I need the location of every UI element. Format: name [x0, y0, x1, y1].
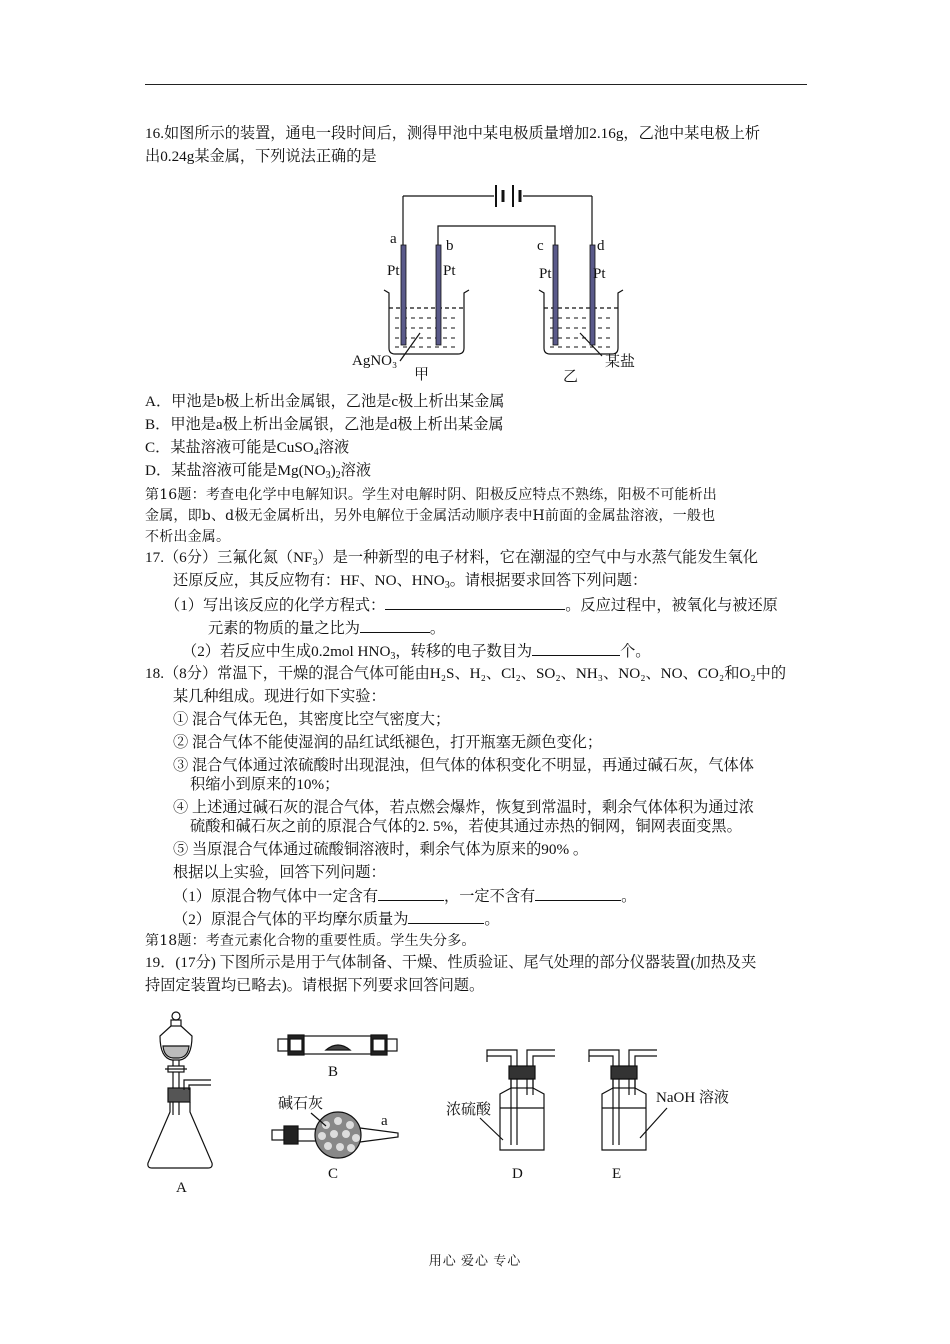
label-naoh: NaOH 溶液 [656, 1090, 729, 1106]
q18-stem-line1: 18.（8分）常温下，干燥的混合气体可能由H₂S、H₂、Cl₂、SO₂、NH₃、NO₂、NO、CO₂和O₂中的 [145, 665, 787, 682]
label-pt-d: Pt [593, 266, 606, 282]
q17-part1: （1）写出该反应的化学方程式： 。反应过程中，被氧化与被还原 [165, 597, 778, 614]
q18-exp3-line2: 积缩小到原来的10%； [190, 776, 340, 793]
apparatus-d [480, 1050, 555, 1150]
q17-stem-line1: 17.（6分）三氟化氮$(NF_3)$是一种新型的电子材料，它在潮湿的空气中与水蒸气能发生氧化 [145, 549, 758, 568]
q18-exp2: ② 混合气体不能使湿润的品红试纸褪色，打开瓶塞无颜色变化； [173, 734, 603, 751]
q19-stem-line2: 持固定装置均已略去)。请根据下列要求回答问题。 [145, 977, 485, 994]
q16-option-a: A．甲池是b极上析出金属银，乙池是c极上析出某金属 [145, 393, 505, 410]
apparatus-a [148, 1012, 212, 1168]
label-soda-lime: 碱石灰 [278, 1096, 324, 1112]
q18-stem-line2: 某几种组成。现进行如下实验： [173, 688, 386, 705]
q19-stem-line1: 19．(17分) 下图所示是用于气体制备、干燥、性质验证、尾气处理的部分仪器装置(加热及夹 [145, 954, 757, 971]
label-yi: 乙 [563, 369, 579, 385]
q16-option-b: B．甲池是a极上析出金属银，乙池是d极上析出某金属 [145, 416, 504, 433]
label-port-a: a [381, 1113, 388, 1129]
label-agno3: AgNO₃ [352, 353, 398, 369]
q16-option-d: D．某盐溶液可能是$Mg(NO_3)_2$溶液 [145, 462, 371, 481]
beaker-jia [384, 290, 469, 354]
label-a: a [390, 231, 397, 247]
label-E: E [612, 1166, 622, 1182]
answer-blank-not-contains[interactable] [535, 886, 621, 901]
label-pt-b: Pt [443, 263, 456, 279]
label-B: B [328, 1064, 339, 1080]
label-d: d [597, 238, 605, 254]
label-conc-h2so4: 浓硫酸 [446, 1102, 492, 1118]
answer-blank-molar-mass[interactable] [408, 909, 484, 924]
q16-note-line3: 不析出金属。 [145, 529, 231, 545]
answer-blank-contains[interactable] [378, 886, 444, 901]
apparatus-c [272, 1112, 398, 1158]
q17-stem-line2: 还原反应，其反应物有：HF、NO、$HNO_3$。请根据要求回答下列问题： [173, 572, 648, 591]
label-pt-a: Pt [387, 263, 400, 279]
label-salt: 某盐 [605, 354, 636, 370]
q17-part2: （2）若反应中生成0.2mol $HNO_3$，转移的电子数目为 个。 [182, 643, 651, 662]
q18-exp3-line1: ③ 混合气体通过浓硫酸时出现混浊，但气体的体积变化不明显，再通过碱石灰，气体体 [173, 757, 754, 774]
electrode-c [553, 245, 558, 345]
q18-note: 第18题：考查元素化合物的重要性质。学生失分多。 [145, 933, 476, 949]
answer-blank-equation[interactable] [385, 595, 565, 610]
q18-exp1: ① 混合气体无色，其密度比空气密度大； [173, 711, 451, 728]
apparatus-diagram [148, 1012, 667, 1168]
label-C: C [328, 1166, 339, 1182]
q18-prompt: 根据以上实验，回答下列问题： [173, 864, 386, 881]
q17-part1-cont: 元素的物质的量之比为 。 [208, 620, 446, 637]
answer-blank-electrons[interactable] [532, 641, 620, 656]
electrode-b [436, 245, 441, 345]
q18-exp4-line2: 硫酸和碱石灰之前的原混合气体的2. 5%，若使其通过赤热的铜网，铜网表面变黑。 [190, 818, 742, 835]
q16-stem-line1: 16.如图所示的装置，通电一段时间后，测得甲池中某电极质量增加2.16g，乙池中某电极上析 [145, 125, 761, 142]
apparatus-b [278, 1035, 397, 1055]
label-A: A [176, 1180, 187, 1196]
q16-stem-line2: 出0.24g某金属，下列说法正确的是 [145, 148, 377, 165]
q18-part1: （1）原混合物气体中一定含有 ，一定不含有 。 [173, 888, 637, 905]
label-D: D [512, 1166, 523, 1182]
q16-note-line1: 第16题：考查电化学中电解知识。学生对电解时阴、阳极反应特点不熟练，阳极不可能析出 [145, 487, 718, 503]
electrolysis-diagram [384, 185, 623, 361]
label-jia: 甲 [414, 367, 430, 383]
label-pt-c: Pt [539, 266, 552, 282]
answer-blank-ratio[interactable] [360, 618, 430, 633]
electrode-d [590, 245, 595, 345]
q18-exp5: ⑤ 当原混合气体通过硫酸铜溶液时，剩余气体为原来的90% 。 [173, 841, 589, 858]
page-footer: 用心 爱心 专心 [428, 1253, 522, 1268]
label-c: c [537, 238, 544, 254]
q16-note-line2: 金属，即b、d极无金属析出，另外电解位于金属活动顺序表中H前面的金属盐溶液，一般也 [145, 508, 716, 524]
q18-part2: （2）原混合气体的平均摩尔质量为 。 [173, 911, 500, 928]
q16-option-c: C．某盐溶液可能是CuSO$_4$溶液 [145, 439, 350, 458]
beaker-yi [539, 290, 623, 354]
electrode-a [401, 245, 406, 345]
q18-exp4-line1: ④ 上述通过碱石灰的混合气体，若点燃会爆炸，恢复到常温时，剩余气体体积为通过浓 [173, 799, 754, 816]
label-b: b [446, 238, 454, 254]
